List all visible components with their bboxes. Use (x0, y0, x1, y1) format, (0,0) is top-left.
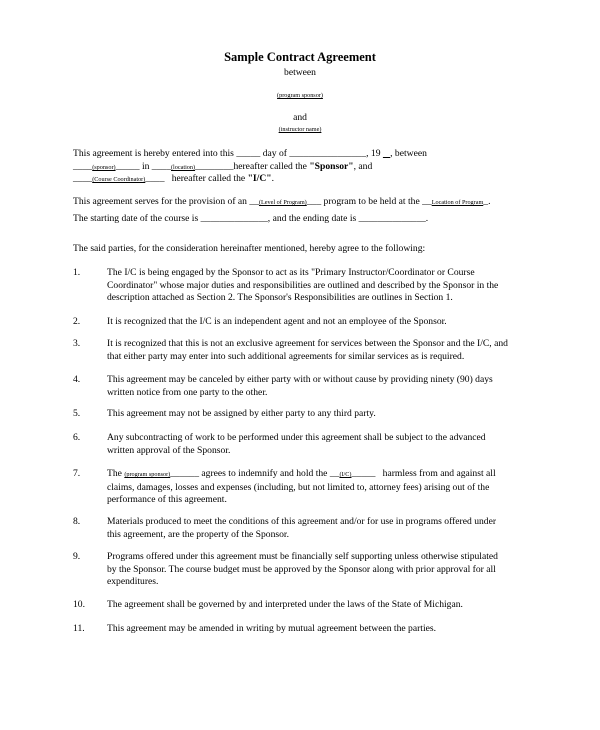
item-number: 9. (73, 551, 81, 562)
program-sponsor-label: (program sponsor) (277, 92, 323, 99)
provision-text-b: program to be held at the (323, 196, 420, 207)
item-line: The (program sponsor)______ agrees to indemnify and hold the __(I/C)_____ harmless from and against all (107, 468, 496, 479)
item-line: claims, damages, losses and expenses (including, but not limited to, attorney fees) arising out of the (107, 481, 490, 493)
item-number: 7. (73, 468, 81, 479)
item-number: 10. (73, 599, 85, 610)
intro-text-d: , between (390, 148, 427, 159)
item-number: 3. (73, 338, 81, 349)
item7-text-b: agrees to indemnify and hold the (201, 468, 328, 479)
provision-text-a: This agreement serves for the provision of an (73, 196, 247, 207)
document-title: Sample Contract Agreement (224, 50, 376, 64)
program-sponsor-blank: (program sponsor) (124, 471, 171, 478)
item-line: that either party may enter into such additional agreements for similar services as is required. (107, 350, 465, 362)
intro-text-b: day of (262, 148, 287, 159)
location-of-program: Location of Program (431, 199, 484, 206)
sponsor-term: "Sponsor" (309, 161, 354, 172)
dates-line: The starting date of the course is ______________, and the ending date is ______________. (73, 213, 429, 224)
ic-blank: (I/C) (339, 471, 352, 478)
item-line: This agreement may be canceled by either party with or without cause by providing ninety (90) days (107, 374, 493, 385)
list-item (107, 408, 376, 421)
item-line: It is recognized that this is not an exclusive agreement for services between the Sponsor and the I/C, and (107, 338, 508, 349)
item-line: description attached as Section 2. The Sponsor's Responsibilities are outlines in Section 1. (107, 292, 453, 303)
and-comma: , and (353, 161, 373, 172)
list-item (107, 623, 436, 636)
lead-paragraph: The said parties, for the consideration hereinafter mentioned, hereby agree to the following: (73, 243, 426, 254)
item-line: written approval of the Sponsor. (107, 444, 231, 456)
item-line: this agreement, are the property of the Sponsor. (107, 528, 289, 540)
intro-line-3: ____(Course Coordinator)____ hereafter called the "I/C". (73, 173, 274, 184)
intro-line-2: ____(sponsor)_____ in ____(location)________hereafter called the "Sponsor", and (73, 161, 373, 172)
list-item (107, 468, 496, 507)
start-date-text: The starting date of the course is (73, 213, 199, 224)
level-of-program: (Level of Program) (258, 199, 307, 206)
item-line: Coordinator" whose major duties and responsibilities are outlined and described by the Sponsor in the (107, 279, 499, 291)
intro-text-a: This agreement is hereby entered into this (73, 148, 234, 159)
intro-text-c: , 19 (366, 148, 381, 159)
course-coordinator-paren: (Course Coordinator) (92, 176, 146, 183)
item-line: expenditures. (107, 576, 159, 587)
intro-period: . (271, 173, 274, 184)
item-line: Programs offered under this agreement must be financially self supporting unless otherwise stipulated (107, 551, 498, 562)
provision-period: . (488, 196, 491, 207)
location-paren: (location) (171, 164, 196, 171)
item-line: It is recognized that the I/C is an independent agent and not an employee of the Sponsor. (107, 316, 447, 327)
item-number: 2. (73, 316, 81, 327)
intro-line-1: This agreement is hereby entered into this _____ day of ________________, 19 , between (73, 148, 427, 159)
item-line: written notice from one party to the other. (107, 386, 268, 398)
sponsor-paren: (sponsor) (92, 164, 116, 171)
item-line: by the Sponsor. The course budget must be approved by the Sponsor along with prior approval for all (107, 563, 496, 575)
item-number: 4. (73, 374, 81, 385)
instructor-name-label: (instructor name) (278, 126, 322, 133)
item-line: The agreement shall be governed by and interpreted under the laws of the State of Michigan. (107, 599, 463, 610)
item-line: Any subcontracting of work to be performed under this agreement shall be subject to the advanced (107, 432, 486, 443)
item-line: This agreement may not be assigned by either party to any third party. (107, 408, 376, 419)
hereafter-sponsor: hereafter called the (233, 161, 307, 172)
ic-term: "I/C" (247, 173, 272, 184)
list-item (107, 516, 496, 541)
item-number: 5. (73, 408, 81, 419)
end-date-text: , and the ending date is (267, 213, 357, 224)
list-item (107, 338, 508, 363)
item-line: Materials produced to meet the conditions of this agreement and/or for use in programs offered under (107, 516, 497, 527)
item-number: 11. (73, 623, 85, 634)
hereafter-ic: hereafter called the (171, 173, 246, 184)
list-item (107, 267, 498, 305)
item7-text-c: harmless from and against all (382, 468, 496, 479)
item-line: This agreement may be amended in writing by mutual agreement between the parties. (107, 623, 437, 634)
item-number: 8. (73, 516, 81, 527)
item7-text-a: The (107, 468, 122, 479)
item-line: performance of this agreement. (107, 494, 227, 505)
and-label: and (293, 112, 307, 123)
provision-line: This agreement serves for the provision of an __(Level of Program)___ program to be held at the __Location of Program_. (73, 196, 491, 207)
list-item (107, 599, 463, 612)
item-line: The I/C is being engaged by the Sponsor to act as its "Primary Instructor/Coordinator or Course (107, 267, 475, 278)
item-number: 1. (73, 267, 81, 278)
item-number: 6. (73, 432, 81, 443)
between-label: between (284, 67, 316, 78)
list-item (107, 551, 498, 589)
dates-period: . (425, 213, 429, 224)
list-item (107, 432, 486, 457)
list-item (107, 316, 447, 329)
list-item (107, 374, 493, 399)
